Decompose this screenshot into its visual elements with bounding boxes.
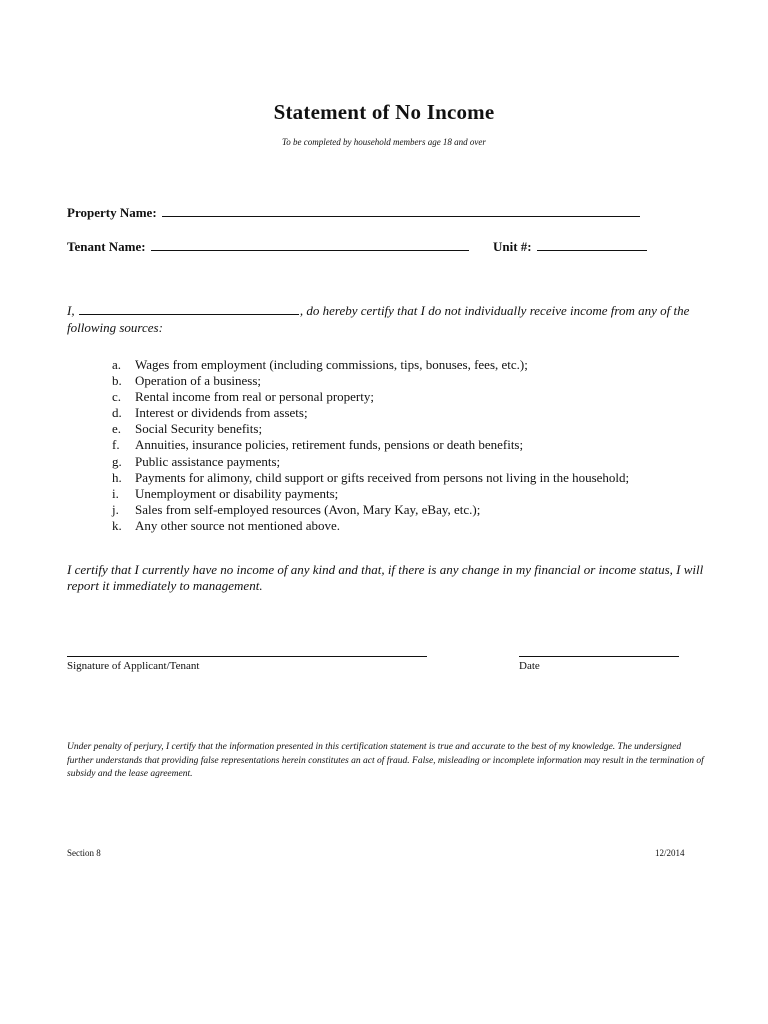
certify-suffix: , do hereby certify that I do not individually receive income from any of the following sources: [67,303,690,335]
applicant-signature-label: Signature of Applicant/Tenant [67,660,200,672]
list-item [112,389,629,405]
certify-paragraph [67,302,707,336]
list-item [112,470,629,486]
list-marker: e. [112,421,122,437]
list-text: Annuities, insurance policies, retirement funds, pensions or death benefits; [135,437,524,453]
list-text: Sales from self-employed resources (Avon, Mary Kay, eBay, etc.); [135,501,481,517]
tenant-name-row [67,239,469,255]
list-item [112,518,629,534]
certification-statement: I certify that I currently have no income of any kind and that, if there is any change in my financial or income status, I will report it immediately to management. [67,562,704,593]
unit-field[interactable] [537,239,647,251]
document-subtitle: To be completed by household members age 18 and over [282,137,486,147]
applicant-signature-line[interactable] [67,656,427,657]
tenant-name-field[interactable] [151,239,469,251]
list-text: Payments for alimony, child support or gifts received from persons not living in the household; [135,469,630,485]
footer-date: 12/2014 [655,848,685,858]
list-marker: a. [112,357,122,372]
date-line[interactable] [519,656,679,657]
list-item [112,486,629,502]
list-item [112,502,629,518]
list-text: Wages from employment (including commissions, tips, bonuses, fees, etc.); [135,357,528,372]
unit-row [493,239,647,255]
property-name-label: Property Name: [67,205,157,220]
list-marker: h. [112,469,122,485]
list-item [112,421,629,437]
list-text: Rental income from real or personal property; [135,389,374,405]
document-title: Statement of No Income [273,100,495,124]
income-sources-list [112,357,629,534]
list-marker: j. [112,501,119,517]
list-item [112,454,629,470]
property-name-field[interactable] [162,205,640,217]
list-item [112,405,629,421]
list-marker: c. [112,389,122,405]
list-item [112,373,629,389]
list-marker: f. [112,437,120,453]
list-marker: k. [112,517,122,533]
unit-label: Unit #: [493,239,532,254]
property-name-row [67,205,640,221]
date-label: Date [519,660,540,672]
list-text: Unemployment or disability payments; [135,485,339,501]
list-item [112,357,629,373]
list-text: Public assistance payments; [135,453,281,469]
certify-name-field[interactable] [79,304,299,315]
list-marker: d. [112,405,122,421]
certify-prefix: I, [67,303,75,318]
list-marker: b. [112,373,122,389]
perjury-statement: Under penalty of perjury, I certify that the information presented in this certification statement is true and accurate to the best of my knowledge. The undersigned further understands that providing false representations herein constitutes an act of fraud. False, misleading or incomplete information may result in the termination of subsidy and the lease agreement. [67,742,704,779]
tenant-name-label: Tenant Name: [67,239,146,254]
list-item [112,437,629,453]
list-text: Interest or dividends from assets; [135,405,308,421]
footer-section: Section 8 [67,848,101,858]
list-marker: g. [112,453,122,469]
list-text: Any other source not mentioned above. [135,517,341,533]
list-text: Social Security benefits; [135,421,263,437]
list-marker: i. [112,485,119,501]
list-text: Operation of a business; [135,373,262,389]
